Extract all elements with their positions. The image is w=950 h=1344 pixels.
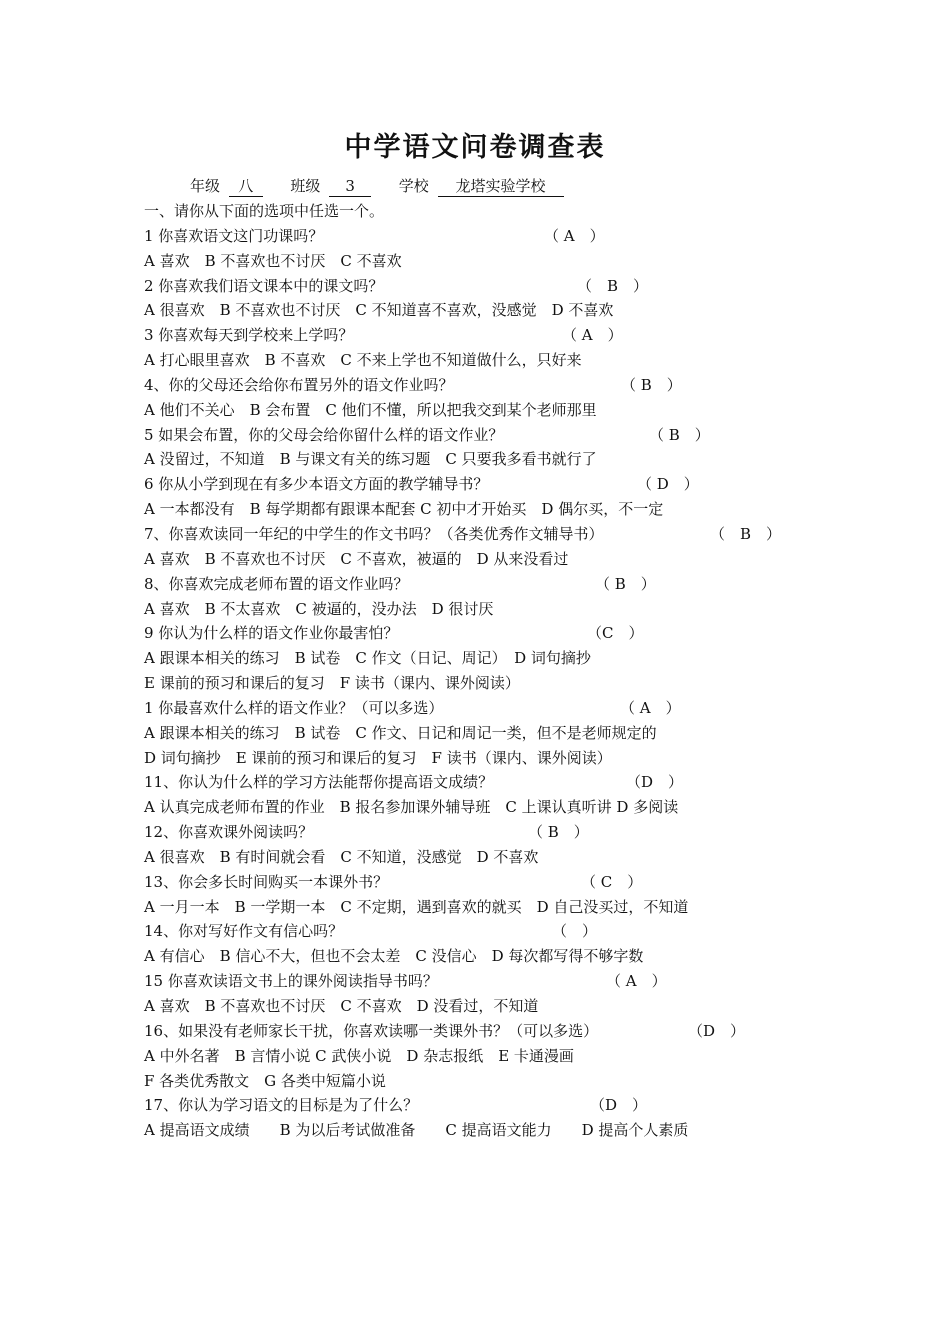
answer-bracket: （ B ） xyxy=(621,375,682,394)
answer-bracket: （ A ） xyxy=(620,698,681,717)
question-4 xyxy=(144,373,924,398)
options-line: A 认真完成老师布置的作业 B 报名参加课外辅导班 C 上课认真听讲 D 多阅读 xyxy=(144,798,679,817)
question-text: 7、你喜欢读同一年纪的中学生的作文书吗？（各类优秀作文辅导书） xyxy=(144,524,604,543)
question-16 xyxy=(144,1019,924,1044)
grade-label: 年级 xyxy=(190,177,221,195)
answer-bracket: （ A ） xyxy=(562,326,623,345)
question-text: 1 你最喜欢什么样的语文作业？（可以多选） xyxy=(144,698,444,717)
options-line: D 词句摘抄 E 课前的预习和课后的复习 F 读书（课内、课外阅读） xyxy=(144,748,612,767)
question-text: 5 如果会布置，你的父母会给你留什么样的语文作业？ xyxy=(144,425,504,444)
question-text: 6 你从小学到现在有多少本语文方面的教学辅导书？ xyxy=(144,475,489,494)
question-9 xyxy=(144,621,924,646)
question-text: 8、你喜欢完成老师布置的语文作业吗？ xyxy=(144,574,409,593)
options-line: A 打心眼里喜欢 B 不喜欢 C 不来上学也不知道做什么，只好来 xyxy=(144,351,582,370)
answer-bracket: （ ） xyxy=(552,922,598,941)
class-label: 班级 xyxy=(290,177,321,195)
answer-bracket: （ B ） xyxy=(595,574,656,593)
options-line: A 提高语文成绩 B 为以后考试做准备 C 提高语文能力 D 提高个人素质 xyxy=(144,1121,689,1140)
options-line: A 喜欢 B 不喜欢也不讨厌 C 不喜欢 D 没看过，不知道 xyxy=(144,997,539,1015)
question-text: 9 你认为什么样的语文作业你最害怕？ xyxy=(144,624,399,643)
options-line: F 各类优秀散文 G 各类中短篇小说 xyxy=(144,1071,386,1090)
question-5 xyxy=(144,423,924,448)
question-text: 17、你认为学习语文的目标是为了什么？ xyxy=(144,1096,419,1115)
class-value: 3 xyxy=(329,176,371,197)
options-line: A 没留过，不知道 B 与课文有关的练习题 C 只要我多看书就行了 xyxy=(144,450,597,469)
answer-bracket: （C ） xyxy=(587,624,644,643)
question-text: 12、你喜欢课外阅读吗？ xyxy=(144,823,314,842)
answer-bracket: （ B ） xyxy=(710,524,782,543)
question-11 xyxy=(144,770,924,795)
question-text: 15 你喜欢读语文书上的课外阅读指导书吗？ xyxy=(144,972,438,991)
question-10 xyxy=(144,696,924,721)
options-line: A 有信心 B 信心不大，但也不会太差 C 没信心 D 每次都写得不够字数 xyxy=(144,947,644,966)
options-line: A 跟课本相关的练习 B 试卷 C 作文、日记和周记一类，但不是老师规定的 xyxy=(144,723,657,742)
question-12 xyxy=(144,820,924,845)
question-8 xyxy=(144,572,924,597)
answer-bracket: （ B ） xyxy=(528,823,589,842)
answer-bracket: （D ） xyxy=(590,1096,648,1115)
options-line: A 喜欢 B 不喜欢也不讨厌 C 不喜欢 xyxy=(144,251,402,270)
question-text: 2 你喜欢我们语文课本中的课文吗？ xyxy=(144,276,384,295)
question-14 xyxy=(144,919,924,944)
options-line: A 喜欢 B 不太喜欢 C 被逼的，没办法 D 很讨厌 xyxy=(144,599,494,618)
answer-bracket: （ C ） xyxy=(581,872,643,891)
question-2 xyxy=(144,274,924,299)
answer-bracket: （ B ） xyxy=(577,276,649,295)
options-line: E 课前的预习和课后的复习 F 读书（课内、课外阅读） xyxy=(144,674,520,693)
options-line: A 跟课本相关的练习 B 试卷 C 作文（日记、周记） D 词句摘抄 xyxy=(144,649,591,668)
options-line: A 很喜欢 B 有时间就会看 C 不知道，没感觉 D 不喜欢 xyxy=(144,847,539,866)
question-text: 14、你对写好作文有信心吗？ xyxy=(144,922,344,941)
question-13 xyxy=(144,870,924,895)
question-text: 4、你的父母还会给你布置另外的语文作业吗？ xyxy=(144,375,454,394)
question-text: 16、如果没有老师家长干扰，你喜欢读哪一类课外书？（可以多选） xyxy=(144,1021,599,1040)
section-heading: 一、请你从下面的选项中任选一个。 xyxy=(144,202,385,220)
answer-bracket: （D ） xyxy=(688,1021,746,1040)
question-1 xyxy=(144,224,924,249)
question-text: 3 你喜欢每天到学校来上学吗？ xyxy=(144,326,354,345)
options-line: A 中外名著 B 言情小说 C 武侠小说 D 杂志报纸 E 卡通漫画 xyxy=(144,1046,574,1065)
options-line: A 一本都没有 B 每学期都有跟课本配套 C 初中才开始买 D 偶尔买，不一定 xyxy=(144,500,664,519)
questionnaire-body xyxy=(144,199,924,1143)
options-line: A 一月一本 B 一学期一本 C 不定期，遇到喜欢的就买 D 自己没买过，不知道 xyxy=(144,897,689,916)
question-7 xyxy=(144,522,924,547)
answer-bracket: （ B ） xyxy=(649,425,710,444)
student-info-line xyxy=(190,174,564,198)
question-text: 11、你认为什么样的学习方法能帮你提高语文成绩？ xyxy=(144,773,494,792)
options-line: A 很喜欢 B 不喜欢也不讨厌 C 不知道喜不喜欢，没感觉 D 不喜欢 xyxy=(144,301,614,320)
question-text: 1 你喜欢语文这门功课吗？ xyxy=(144,226,324,245)
options-line: A 喜欢 B 不喜欢也不讨厌 C 不喜欢，被逼的 D 从来没看过 xyxy=(144,549,569,568)
school-value: 龙塔实验学校 xyxy=(438,176,564,197)
options-line: A 他们不关心 B 会布置 C 他们不懂，所以把我交到某个老师那里 xyxy=(144,400,597,419)
page-title: 中学语文问卷调查表 xyxy=(344,132,606,163)
school-label: 学校 xyxy=(398,177,429,195)
answer-bracket: （D ） xyxy=(626,773,684,792)
question-15 xyxy=(144,969,924,994)
answer-bracket: （ A ） xyxy=(544,226,605,245)
answer-bracket: （ A ） xyxy=(606,972,667,991)
question-17 xyxy=(144,1093,924,1118)
grade-value: 八 xyxy=(229,176,263,197)
question-text: 13、你会多长时间购买一本课外书？ xyxy=(144,872,389,891)
answer-bracket: （ D ） xyxy=(637,475,699,494)
question-3 xyxy=(144,323,924,348)
question-6 xyxy=(144,472,924,497)
